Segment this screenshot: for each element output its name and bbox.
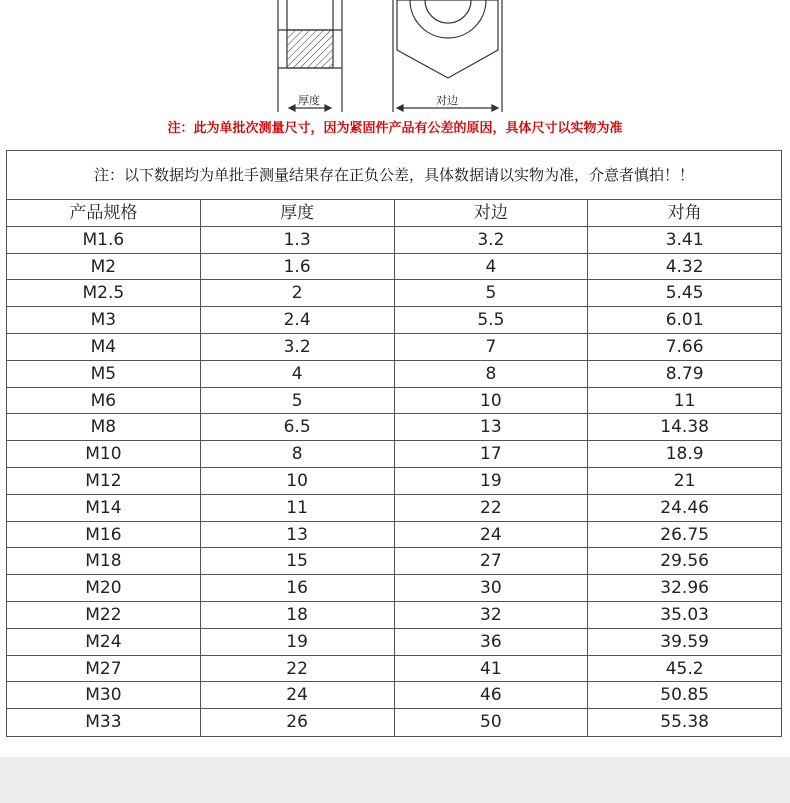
table-cell: 19 <box>201 629 395 655</box>
table-cell: 55.38 <box>660 712 709 733</box>
table-cell: 11 <box>673 390 696 411</box>
table-cell: 14.38 <box>660 417 709 438</box>
table-cell: 8 <box>395 361 589 387</box>
table-cell: 30 <box>395 575 589 601</box>
table-cell: 3.2 <box>201 334 395 360</box>
table-row <box>7 361 781 388</box>
table-cell: M8 <box>7 414 201 440</box>
spec-table <box>6 150 782 737</box>
table-row <box>7 441 781 468</box>
table-cell: 41 <box>395 656 589 682</box>
table-cell: M1.6 <box>7 227 201 253</box>
table-header-cell: 对边 <box>395 200 589 226</box>
table-row <box>7 227 781 254</box>
table-cell: 6.01 <box>665 310 704 331</box>
hex-nut-drawing <box>0 0 790 118</box>
table-cell: 22 <box>395 495 589 521</box>
table-cell: 21 <box>673 470 696 491</box>
table-cell: 46 <box>395 682 589 708</box>
table-cell: 15 <box>201 548 395 574</box>
table-cell: 18.9 <box>665 444 704 465</box>
table-row <box>7 656 781 683</box>
table-body <box>7 200 781 736</box>
table-cell: 22 <box>201 656 395 682</box>
table-cell: 45.2 <box>665 658 704 679</box>
thickness-label: 厚度 <box>298 94 320 107</box>
table-cell: 13 <box>201 522 395 548</box>
table-row <box>7 682 781 709</box>
table-cell: M30 <box>7 682 201 708</box>
table-cell: 4 <box>201 361 395 387</box>
table-cell: 19 <box>395 468 589 494</box>
table-cell: 29.56 <box>660 551 709 572</box>
table-row <box>7 254 781 281</box>
table-cell: 7.66 <box>665 336 704 357</box>
table-cell: 3.2 <box>395 227 589 253</box>
table-cell: 1.6 <box>201 254 395 280</box>
table-cell: M27 <box>7 656 201 682</box>
table-cell: M16 <box>7 522 201 548</box>
table-row <box>7 575 781 602</box>
table-cell: 10 <box>201 468 395 494</box>
table-cell: 26 <box>201 709 395 736</box>
table-cell: M22 <box>7 602 201 628</box>
measurement-note: 注：此为单批次测量尺寸，因为紧固件产品有公差的原因，具体尺寸以实物为准 <box>167 121 623 136</box>
across-flats-label: 对边 <box>436 94 458 107</box>
table-header-cell: 对角 <box>667 203 702 223</box>
table-cell: M12 <box>7 468 201 494</box>
table-cell: 35.03 <box>660 604 709 625</box>
table-cell: 2 <box>201 280 395 306</box>
table-cell: 6.5 <box>201 414 395 440</box>
table-row <box>7 495 781 522</box>
table-cell: M10 <box>7 441 201 467</box>
table-cell: 36 <box>395 629 589 655</box>
table-row <box>7 388 781 415</box>
table-cell: 4 <box>395 254 589 280</box>
table-header-row <box>7 200 781 227</box>
table-cell: M5 <box>7 361 201 387</box>
nut-diagram-svg <box>0 0 790 118</box>
table-row <box>7 548 781 575</box>
table-cell: M24 <box>7 629 201 655</box>
table-row <box>7 414 781 441</box>
table-cell: M3 <box>7 307 201 333</box>
table-cell: 50.85 <box>660 685 709 706</box>
table-cell: M4 <box>7 334 201 360</box>
table-row <box>7 280 781 307</box>
table-cell: 26.75 <box>660 524 709 545</box>
table-cell: M14 <box>7 495 201 521</box>
table-cell: 24 <box>395 522 589 548</box>
table-row <box>7 468 781 495</box>
table-cell: 32.96 <box>660 578 709 599</box>
table-cell: M33 <box>7 709 201 736</box>
table-cell: M18 <box>7 548 201 574</box>
table-cell: 1.3 <box>201 227 395 253</box>
table-cell: 17 <box>395 441 589 467</box>
table-cell: 2.4 <box>201 307 395 333</box>
table-cell: 18 <box>201 602 395 628</box>
table-cell: 39.59 <box>660 631 709 652</box>
table-cell: 24 <box>201 682 395 708</box>
table-cell: 8 <box>201 441 395 467</box>
table-cell: 4.32 <box>665 256 704 277</box>
table-row <box>7 602 781 629</box>
table-header-cell: 产品规格 <box>7 200 201 226</box>
bottom-section-band <box>0 757 790 803</box>
table-row <box>7 307 781 334</box>
table-cell: 32 <box>395 602 589 628</box>
table-cell: 5.5 <box>395 307 589 333</box>
table-row <box>7 522 781 549</box>
table-row <box>7 629 781 656</box>
table-cell: 8.79 <box>665 363 704 384</box>
table-cell: M6 <box>7 388 201 414</box>
table-cell: 50 <box>395 709 589 736</box>
table-cell: 27 <box>395 548 589 574</box>
table-cell: M20 <box>7 575 201 601</box>
table-cell: 16 <box>201 575 395 601</box>
table-cell: 13 <box>395 414 589 440</box>
table-cell: M2.5 <box>7 280 201 306</box>
table-cell: 10 <box>395 388 589 414</box>
table-cell: 5 <box>201 388 395 414</box>
table-cell: 5.45 <box>665 283 704 304</box>
table-cell: M2 <box>7 254 201 280</box>
table-header-cell: 厚度 <box>201 200 395 226</box>
table-row <box>7 709 781 736</box>
table-cell: 3.41 <box>665 229 704 250</box>
table-cell: 7 <box>395 334 589 360</box>
table-row <box>7 334 781 361</box>
table-cell: 11 <box>201 495 395 521</box>
table-note: 注：以下数据均为单批手测量结果存在正负公差，具体数据请以实物为准，介意者慎拍！！ <box>7 151 781 200</box>
table-cell: 24.46 <box>660 497 709 518</box>
table-cell: 5 <box>395 280 589 306</box>
